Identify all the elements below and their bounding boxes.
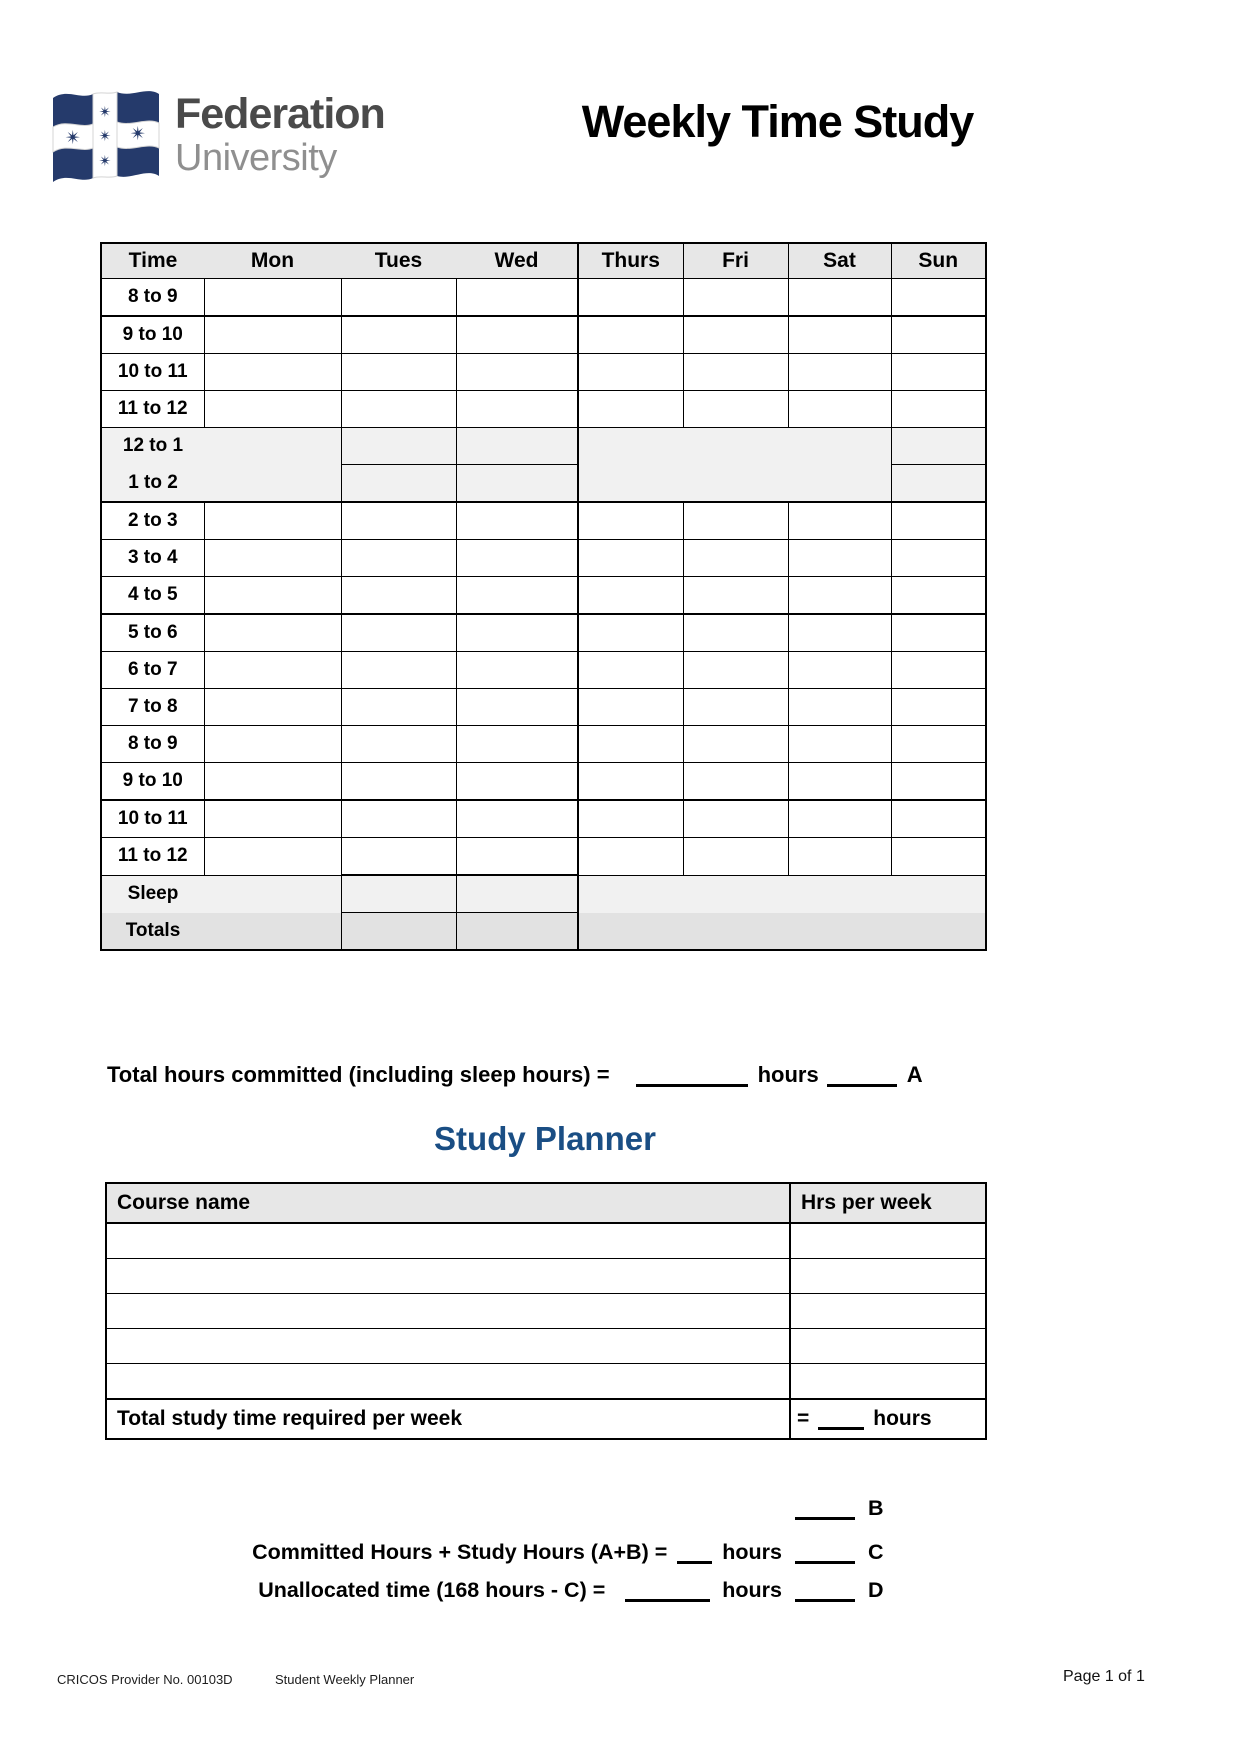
timetable-cell[interactable] [456, 913, 578, 951]
timetable-cell[interactable] [456, 279, 578, 317]
timetable-cell[interactable] [341, 800, 456, 838]
timetable-cell[interactable] [891, 354, 986, 391]
timetable-cell[interactable] [788, 726, 891, 763]
timetable-cell[interactable] [341, 577, 456, 615]
svg-text:✴: ✴ [65, 127, 81, 149]
timetable-col-header-sat: Sat [788, 243, 891, 279]
timetable-cell[interactable] [578, 391, 683, 428]
timetable-cell[interactable] [683, 502, 788, 540]
timetable-cell[interactable] [341, 726, 456, 763]
timetable-col-header-wed: Wed [456, 243, 578, 279]
hrs-per-week-cell[interactable] [790, 1329, 986, 1364]
timetable-cell[interactable] [683, 540, 788, 577]
timetable-cell[interactable] [891, 316, 986, 354]
timetable-row [101, 838, 986, 876]
timetable-cell[interactable] [683, 354, 788, 391]
course-name-header: Course name [106, 1183, 790, 1223]
timetable-cell[interactable] [788, 763, 891, 801]
timetable-cell[interactable] [683, 316, 788, 354]
footer-cricos: CRICOS Provider No. 00103D [57, 1672, 233, 1687]
federation-university-logo [50, 82, 385, 188]
timetable-cell[interactable] [204, 540, 341, 577]
timetable-cell[interactable] [578, 279, 683, 317]
total-hours-committed-line [107, 1062, 923, 1088]
timetable-row-label: 10 to 11 [101, 354, 204, 391]
timetable-cell[interactable] [578, 316, 683, 354]
timetable-col-header-tues: Tues [341, 243, 456, 279]
timetable-cell[interactable] [341, 540, 456, 577]
timetable-cell[interactable] [891, 875, 986, 913]
timetable-cell[interactable] [683, 279, 788, 317]
timetable-cell[interactable] [341, 652, 456, 689]
timetable-cell[interactable] [891, 800, 986, 838]
timetable-cell[interactable] [891, 614, 986, 652]
timetable-cell[interactable] [788, 577, 891, 615]
timetable-cell[interactable] [891, 838, 986, 876]
timetable-cell[interactable] [683, 614, 788, 652]
timetable-cell[interactable] [683, 763, 788, 801]
timetable-cell[interactable] [204, 465, 341, 503]
course-name-cell[interactable] [106, 1294, 790, 1329]
course-row [106, 1329, 986, 1364]
timetable-cell[interactable] [788, 614, 891, 652]
timetable-cell[interactable] [788, 875, 891, 913]
course-name-cell[interactable] [106, 1364, 790, 1400]
timetable-row [101, 540, 986, 577]
timetable-cell[interactable] [578, 465, 683, 503]
timetable-cell[interactable] [788, 316, 891, 354]
timetable-row [101, 652, 986, 689]
timetable-cell[interactable] [578, 502, 683, 540]
timetable-cell[interactable] [578, 875, 683, 913]
timetable-cell[interactable] [891, 726, 986, 763]
timetable-row [101, 763, 986, 801]
tag-c-label: C [868, 1540, 884, 1564]
timetable-cell[interactable] [456, 502, 578, 540]
unallocated-time-label: Unallocated time (168 hours - C) = [258, 1578, 606, 1602]
timetable-cell[interactable] [891, 465, 986, 503]
timetable-cell[interactable] [578, 689, 683, 726]
timetable-cell[interactable] [891, 279, 986, 317]
timetable-col-header-time: Time [101, 243, 204, 279]
timetable-cell[interactable] [788, 391, 891, 428]
timetable-row-label: Totals [101, 913, 204, 951]
weekly-timetable [100, 242, 987, 951]
fill-blank-d[interactable] [795, 1579, 855, 1602]
timetable-cell[interactable] [341, 763, 456, 801]
timetable-cell[interactable] [456, 838, 578, 876]
hrs-per-week-cell[interactable] [790, 1294, 986, 1329]
timetable-row [101, 800, 986, 838]
timetable-row [101, 726, 986, 763]
timetable-cell[interactable] [578, 354, 683, 391]
timetable-cell[interactable] [578, 763, 683, 801]
timetable-row-label: 12 to 1 [101, 428, 204, 465]
logo-name-top: Federation [175, 90, 385, 138]
footer-doc-title: Student Weekly Planner [275, 1672, 415, 1687]
timetable-cell[interactable] [456, 354, 578, 391]
timetable-row-label: 2 to 3 [101, 502, 204, 540]
timetable-cell[interactable] [788, 279, 891, 317]
timetable-cell[interactable] [683, 875, 788, 913]
timetable-cell[interactable] [341, 428, 456, 465]
timetable-cell[interactable] [204, 913, 341, 951]
timetable-cell[interactable] [578, 800, 683, 838]
timetable-cell[interactable] [204, 875, 341, 913]
timetable-cell[interactable] [204, 502, 341, 540]
eureka-flag-icon [50, 82, 162, 188]
page-title: Weekly Time Study [581, 96, 974, 147]
hrs-per-week-cell[interactable] [790, 1364, 986, 1400]
timetable-cell[interactable] [578, 913, 683, 951]
fill-blank-b[interactable] [795, 1497, 855, 1520]
timetable-cell[interactable] [578, 838, 683, 876]
timetable-cell[interactable] [578, 577, 683, 615]
timetable-cell[interactable] [341, 838, 456, 876]
timetable-cell[interactable] [456, 800, 578, 838]
timetable-cell[interactable] [341, 614, 456, 652]
tag-c-group [795, 1540, 884, 1565]
timetable-cell[interactable] [683, 838, 788, 876]
timetable-cell[interactable] [204, 614, 341, 652]
timetable-row-label: 3 to 4 [101, 540, 204, 577]
committed-plus-study-label: Committed Hours + Study Hours (A+B) = [252, 1540, 668, 1564]
timetable-cell[interactable] [341, 465, 456, 503]
timetable-cell[interactable] [891, 391, 986, 428]
timetable-col-header-mon: Mon [204, 243, 341, 279]
timetable-cell[interactable] [683, 391, 788, 428]
timetable-cell[interactable] [788, 913, 891, 951]
timetable-cell[interactable] [683, 726, 788, 763]
timetable-cell[interactable] [456, 689, 578, 726]
timetable-cell[interactable] [456, 875, 578, 913]
timetable-cell[interactable] [341, 316, 456, 354]
timetable-cell[interactable] [891, 763, 986, 801]
timetable-cell[interactable] [341, 502, 456, 540]
hrs-per-week-cell[interactable] [790, 1223, 986, 1259]
timetable-cell[interactable] [891, 689, 986, 726]
timetable-row [101, 428, 986, 465]
unallocated-time-line [105, 1578, 782, 1603]
hours-unit-label-d: hours [722, 1578, 782, 1602]
timetable-cell[interactable] [683, 652, 788, 689]
timetable-row [101, 465, 986, 503]
tag-b-group [795, 1496, 884, 1521]
svg-text:✴: ✴ [98, 103, 112, 121]
timetable-col-header-thurs: Thurs [578, 243, 683, 279]
timetable-cell[interactable] [683, 465, 788, 503]
timetable-cell[interactable] [788, 465, 891, 503]
timetable-cell[interactable] [683, 913, 788, 951]
timetable-col-header-sun: Sun [891, 243, 986, 279]
logo-wordmark [175, 90, 385, 179]
timetable-cell[interactable] [578, 540, 683, 577]
timetable-row-label: 1 to 2 [101, 465, 204, 503]
timetable-cell[interactable] [204, 279, 341, 317]
timetable-cell[interactable] [578, 726, 683, 763]
course-row [106, 1259, 986, 1294]
timetable-cell[interactable] [788, 652, 891, 689]
timetable-cell[interactable] [891, 540, 986, 577]
fill-blank-study-total[interactable] [818, 1407, 864, 1430]
timetable-row [101, 577, 986, 615]
tag-d-label: D [868, 1578, 884, 1602]
timetable-cell[interactable] [204, 391, 341, 428]
footer-page-number: Page 1 of 1 [1063, 1668, 1145, 1685]
logo-name-bottom: University [175, 137, 337, 179]
timetable-cell[interactable] [578, 428, 683, 465]
timetable-row [101, 689, 986, 726]
timetable-row-label: 8 to 9 [101, 726, 204, 763]
timetable-header-row [101, 243, 986, 279]
course-row [106, 1223, 986, 1259]
fill-blank-a[interactable] [827, 1064, 897, 1087]
timetable-row-label: 4 to 5 [101, 577, 204, 615]
timetable-cell[interactable] [788, 502, 891, 540]
study-planner-table [105, 1182, 987, 1440]
hours-unit-label-c: hours [722, 1540, 782, 1564]
timetable-cell[interactable] [891, 913, 986, 951]
course-row [106, 1364, 986, 1400]
timetable-cell[interactable] [456, 577, 578, 615]
timetable-cell[interactable] [683, 577, 788, 615]
timetable-cell[interactable] [204, 577, 341, 615]
timetable-cell[interactable] [788, 428, 891, 465]
timetable-row-label: 11 to 12 [101, 391, 204, 428]
timetable-cell[interactable] [788, 540, 891, 577]
timetable-cell[interactable] [341, 391, 456, 428]
course-name-cell[interactable] [106, 1259, 790, 1294]
timetable-cell[interactable] [204, 838, 341, 876]
timetable-cell[interactable] [683, 800, 788, 838]
svg-text:✴: ✴ [98, 152, 112, 170]
timetable-cell[interactable] [341, 913, 456, 951]
timetable-row [101, 316, 986, 354]
course-name-cell[interactable] [106, 1329, 790, 1364]
timetable-cell[interactable] [788, 354, 891, 391]
svg-text:✴: ✴ [98, 127, 112, 145]
timetable-cell[interactable] [456, 428, 578, 465]
timetable-col-header-fri: Fri [683, 243, 788, 279]
hrs-per-week-header: Hrs per week [790, 1183, 986, 1223]
timetable-cell[interactable] [891, 428, 986, 465]
timetable-cell[interactable] [788, 689, 891, 726]
timetable-cell[interactable] [456, 540, 578, 577]
timetable-cell[interactable] [891, 502, 986, 540]
committed-plus-study-line [105, 1540, 782, 1565]
timetable-cell[interactable] [788, 800, 891, 838]
timetable-cell[interactable] [891, 652, 986, 689]
timetable-cell[interactable] [456, 465, 578, 503]
timetable-row [101, 279, 986, 317]
fill-blank-d-hours[interactable] [625, 1579, 710, 1602]
timetable-cell[interactable] [341, 279, 456, 317]
fill-blank-c-hours[interactable] [677, 1541, 712, 1564]
timetable-row-label: 8 to 9 [101, 279, 204, 317]
timetable-cell[interactable] [204, 763, 341, 801]
total-study-time-label: Total study time required per week [106, 1399, 790, 1439]
timetable-cell[interactable] [204, 316, 341, 354]
course-name-cell[interactable] [106, 1223, 790, 1259]
timetable-row-label: 5 to 6 [101, 614, 204, 652]
timetable-row [101, 875, 986, 913]
study-planner-heading: Study Planner [434, 1120, 656, 1157]
timetable-cell[interactable] [204, 800, 341, 838]
timetable-row-label: 6 to 7 [101, 652, 204, 689]
timetable-cell[interactable] [204, 652, 341, 689]
timetable-cell[interactable] [683, 428, 788, 465]
course-row [106, 1294, 986, 1329]
hours-unit-label-a: hours [757, 1062, 819, 1087]
timetable-cell[interactable] [456, 652, 578, 689]
hours-unit-label-total: hours [873, 1407, 932, 1430]
timetable-row-label: 9 to 10 [101, 316, 204, 354]
timetable-cell[interactable] [578, 614, 683, 652]
tag-b-label: B [868, 1496, 884, 1520]
timetable-cell[interactable] [204, 354, 341, 391]
svg-text:✴: ✴ [130, 123, 146, 145]
timetable-row [101, 354, 986, 391]
timetable-row-label: 7 to 8 [101, 689, 204, 726]
tag-a-label: A [906, 1062, 923, 1087]
timetable-cell[interactable] [456, 726, 578, 763]
timetable-cell[interactable] [456, 763, 578, 801]
timetable-cell[interactable] [341, 875, 456, 913]
fill-blank-total-hours[interactable] [636, 1064, 748, 1087]
equals-sign: = [797, 1407, 810, 1430]
timetable-row [101, 913, 986, 951]
timetable-cell[interactable] [683, 689, 788, 726]
timetable-cell[interactable] [788, 838, 891, 876]
fill-blank-c[interactable] [795, 1541, 855, 1564]
timetable-cell[interactable] [456, 391, 578, 428]
timetable-cell[interactable] [204, 428, 341, 465]
timetable-row-label: Sleep [101, 875, 204, 913]
total-hours-committed-label: Total hours committed (including sleep hours) = [107, 1062, 610, 1087]
timetable-row-label: 11 to 12 [101, 838, 204, 876]
timetable-cell[interactable] [204, 689, 341, 726]
timetable-row-label: 10 to 11 [101, 800, 204, 838]
timetable-cell[interactable] [456, 316, 578, 354]
study-planner-header-row [106, 1183, 986, 1223]
tag-d-group [795, 1578, 884, 1603]
timetable-row [101, 614, 986, 652]
total-study-time-value [790, 1399, 986, 1439]
timetable-row [101, 502, 986, 540]
hrs-per-week-cell[interactable] [790, 1259, 986, 1294]
timetable-row [101, 391, 986, 428]
timetable-cell[interactable] [891, 577, 986, 615]
timetable-cell[interactable] [578, 652, 683, 689]
timetable-cell[interactable] [204, 726, 341, 763]
study-planner-total-row [106, 1399, 986, 1439]
timetable-cell[interactable] [341, 689, 456, 726]
timetable-cell[interactable] [456, 614, 578, 652]
timetable-cell[interactable] [341, 354, 456, 391]
timetable-row-label: 9 to 10 [101, 763, 204, 801]
